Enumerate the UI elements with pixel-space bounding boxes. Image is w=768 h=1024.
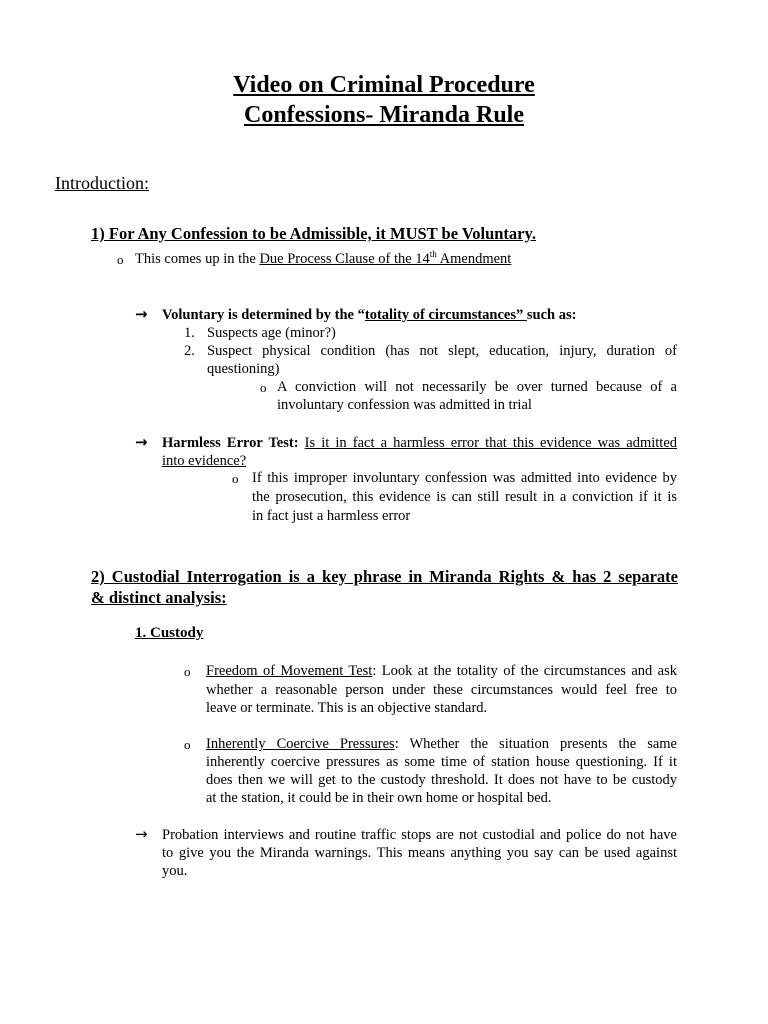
coercive-pressures-label: Inherently Coercive Pressures (206, 736, 395, 752)
improper-confession-line3: in fact just a harmless error (252, 508, 411, 524)
probation-line2: to give you the Miranda warnings. This means anything you say can be used against (162, 845, 677, 861)
section-1-heading: 1) For Any Confession to be Admissible, it MUST be Voluntary. (91, 224, 536, 243)
list-item-condition-line1: Suspect physical condition (has not slept, education, injury, duration of (207, 343, 677, 359)
circle-bullet-icon: o (260, 380, 267, 395)
introduction-heading: Introduction: (55, 173, 149, 193)
freedom-test-line1 (206, 662, 677, 680)
superscript-th: th (429, 249, 437, 259)
coercive-pressures-line4: at the station, it could be in their own home or hospital bed. (206, 790, 552, 806)
harmless-error-line1 (162, 434, 677, 452)
coercive-pressures-text: : Whether the situation presents the same (394, 736, 677, 752)
due-process-bullet (135, 250, 511, 268)
list-item-condition-line2: questioning) (207, 361, 280, 377)
harmless-error-question: Is it in fact a harmless error that this evidence was admitted (304, 435, 678, 451)
probation-line1: Probation interviews and routine traffic stops are not custodial and police do not have (162, 827, 677, 843)
circle-bullet-icon: o (184, 737, 191, 752)
voluntary-lead: Voluntary is determined by the “ (162, 307, 365, 323)
circle-bullet-icon: o (184, 664, 191, 679)
freedom-test-line2: whether a reasonable person under these circumstances would feel free to (206, 682, 677, 698)
list-number: 1. (184, 325, 195, 341)
harmless-error-line2: into evidence? (162, 453, 247, 469)
harmless-error-label: Harmless Error Test: (162, 435, 305, 451)
custody-heading: 1. Custody (135, 625, 204, 641)
document-subtitle: Confessions- Miranda Rule (243, 102, 525, 128)
arrow-icon: → (135, 825, 148, 843)
voluntary-tail: such as: (526, 307, 577, 323)
due-process-clause-link: Due Process Clause of the 14 (259, 251, 430, 267)
document-title: Video on Criminal Procedure (233, 72, 535, 98)
arrow-icon: → (135, 433, 148, 451)
improper-confession-line1: If this improper involuntary confession was admitted into evidence by (252, 470, 677, 486)
conviction-note-line1: A conviction will not necessarily be over turned because of a (277, 379, 677, 395)
coercive-pressures-line3: does then we will get to the custody threshold. It does not have to be custody (206, 772, 677, 788)
list-item-age: Suspects age (minor?) (207, 325, 336, 341)
section-2-heading-line1: 2) Custodial Interrogation is a key phrase in Miranda Rights & has 2 separate (91, 567, 678, 586)
voluntary-lead-line (162, 306, 576, 324)
improper-confession-line2: the prosecution, this evidence is can still result in a conviction if it is (252, 489, 677, 505)
coercive-pressures-line1 (206, 735, 677, 753)
totality-of-circumstances: totality of circumstances” (364, 307, 527, 323)
freedom-test-label: Freedom of Movement Test (206, 663, 373, 679)
due-process-clause-text (259, 251, 511, 267)
freedom-test-text: : Look at the totality of the circumstances and ask (372, 663, 677, 679)
due-process-prefix: This comes up in the (135, 251, 260, 267)
section-2-heading-line2: & distinct analysis: (91, 588, 227, 607)
amendment-text: Amendment (436, 251, 512, 267)
coercive-pressures-line2: inherently coercive pressures as some time of station house questioning. If it (206, 754, 677, 770)
list-number: 2. (184, 343, 195, 359)
freedom-test-line3: leave or terminate. This is an objective standard. (206, 700, 488, 716)
arrow-icon: → (135, 305, 148, 323)
probation-line3: you. (162, 863, 188, 879)
circle-bullet-icon: o (232, 471, 239, 486)
conviction-note-line2: involuntary confession was admitted in trial (277, 397, 532, 413)
circle-bullet-icon: o (117, 252, 124, 267)
